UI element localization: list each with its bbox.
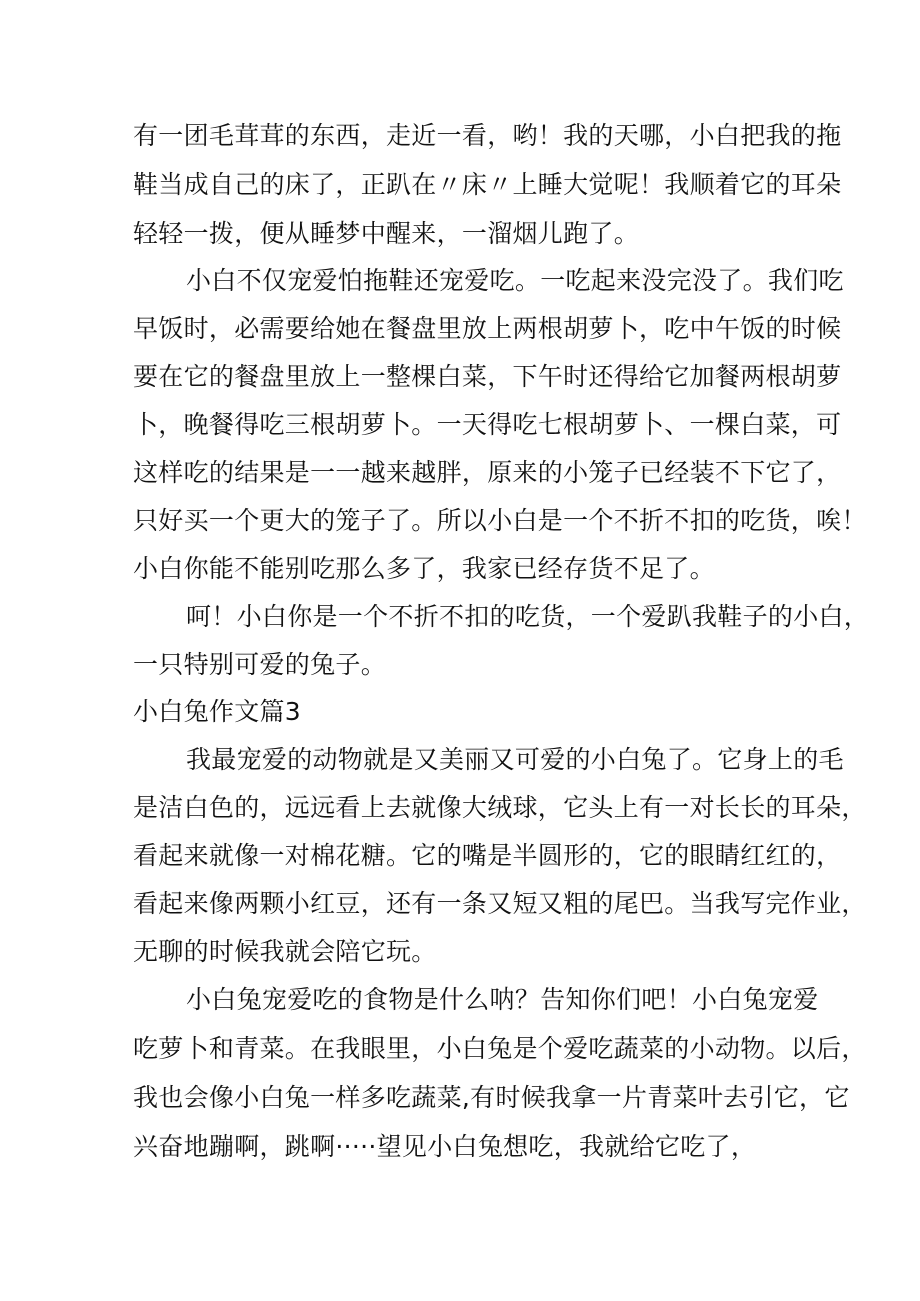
text-line: 卜，晚餐得吃三根胡萝卜。一天得吃七根胡萝卜、一棵白菜，可 bbox=[133, 410, 842, 439]
text-line: 我也会像小白兔一样多吃蔬菜,有时候我拿一片青菜叶去引它，它 bbox=[133, 1083, 850, 1112]
paragraph-first-line: 我最宠爱的动物就是又美丽又可爱的小白兔了。它身上的毛 bbox=[186, 745, 844, 774]
text-line: 只好买一个更大的笼子了。所以小白是一个不折不扣的吃货，唉！ bbox=[133, 506, 867, 535]
text-line: 小白你能不能别吃那么多了，我家已经存货不足了。 bbox=[133, 554, 715, 583]
text-line: 轻轻一拨，便从睡梦中醒来，一溜烟儿跑了。 bbox=[133, 219, 640, 248]
text-line: 有一团毛茸茸的东西，走近一看，哟！我的天哪，小白把我的拖 bbox=[133, 121, 842, 150]
text-line: 吃萝卜和青菜。在我眼里，小白兔是个爱吃蔬菜的小动物。以后， bbox=[133, 1034, 867, 1063]
text-line: 要在它的餐盘里放上一整棵白菜，下午时还得给它加餐两根胡萝 bbox=[133, 362, 842, 391]
text-line: 看起来像两颗小红豆，还有一条又短又粗的尾巴。当我写完作业， bbox=[133, 889, 867, 918]
text-line: 早饭时，必需要给她在餐盘里放上两根胡萝卜，吃中午饭的时候 bbox=[133, 314, 842, 343]
paragraph-first-line: 小白兔宠爱吃的食物是什么呐？告知你们吧！小白兔宠爱 bbox=[186, 985, 819, 1014]
text-line: 一只特别可爱的兔子。 bbox=[133, 650, 387, 679]
text-line: 看起来就像一对棉花糖。它的嘴是半圆形的，它的眼睛红红的， bbox=[133, 841, 842, 870]
text-line: 兴奋地蹦啊，跳啊·····望见小白兔想吃，我就给它吃了， bbox=[133, 1132, 757, 1161]
text-line: 是洁白色的，远远看上去就像大绒球，它头上有一对长长的耳朵， bbox=[133, 793, 867, 822]
text-line: 这样吃的结果是一一越来越胖，原来的小笼子已经装不下它了， bbox=[133, 458, 842, 487]
text-line: 鞋当成自己的床了，正趴在〃床〃上睡大觉呢！我顺着它的耳朵 bbox=[133, 170, 842, 199]
section-heading: 小白兔作文篇3 bbox=[133, 697, 302, 726]
text-line: 无聊的时候我就会陪它玩。 bbox=[133, 937, 437, 966]
paragraph-first-line: 小白不仅宠爱怕拖鞋还宠爱吃。一吃起来没完没了。我们吃 bbox=[186, 266, 844, 295]
paragraph-first-line: 呵！小白你是一个不折不扣的吃货，一个爱趴我鞋子的小白， bbox=[186, 602, 870, 631]
